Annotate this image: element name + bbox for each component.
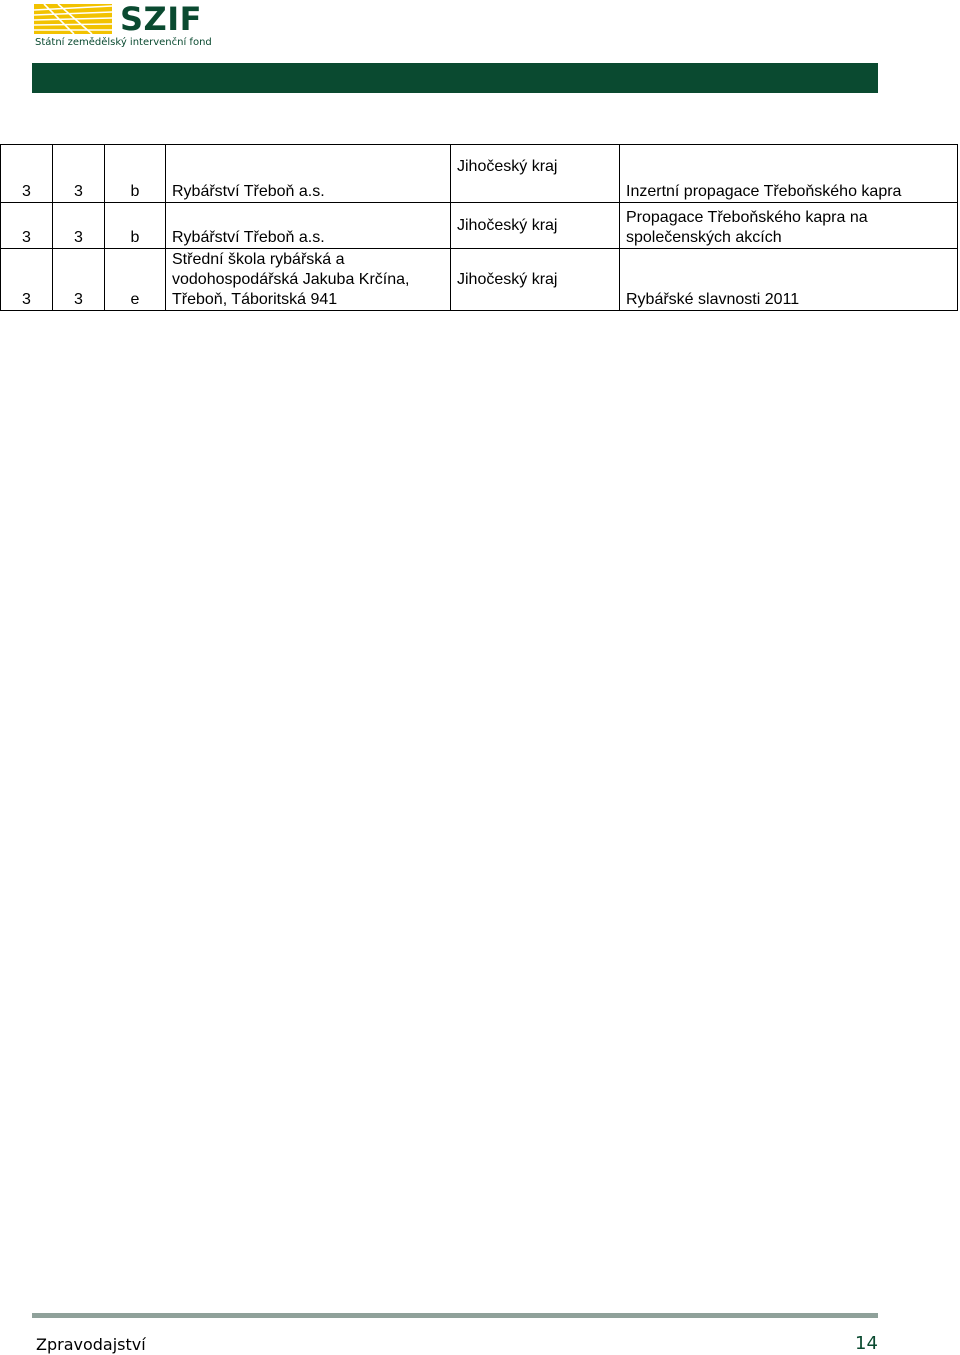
logo-wordmark: SZIF bbox=[120, 0, 203, 38]
region-cell: Jihočeský kraj bbox=[451, 203, 620, 249]
measure-cell: 3 bbox=[1, 249, 53, 311]
applicant-cell: Rybářství Třeboň a.s. bbox=[166, 145, 451, 203]
measure-cell: 3 bbox=[1, 145, 53, 203]
region-cell: Jihočeský kraj bbox=[451, 249, 620, 311]
header-band bbox=[32, 63, 878, 93]
table-row bbox=[1, 145, 958, 203]
project-cell: Rybářské slavnosti 2011 bbox=[620, 249, 958, 311]
table-row bbox=[1, 249, 958, 311]
type-cell: e bbox=[105, 249, 166, 311]
type-cell: b bbox=[105, 145, 166, 203]
submeasure-cell: 3 bbox=[53, 145, 105, 203]
applicant-cell: Rybářství Třeboň a.s. bbox=[166, 203, 451, 249]
szif-fields-icon bbox=[34, 4, 114, 34]
applicant-cell: Střední škola rybářská a vodohospodářská Jakuba Krčína, Třeboň, Táboritská 941 bbox=[166, 249, 451, 311]
table-row bbox=[1, 203, 958, 249]
logo-tagline: Státní zemědělský intervenční fond bbox=[35, 37, 212, 48]
type-cell: b bbox=[105, 203, 166, 249]
szif-logo bbox=[34, 0, 212, 52]
project-cell: Propagace Třeboňského kapra na společenských akcích bbox=[620, 203, 958, 249]
footer-section-title: Zpravodajství bbox=[36, 1335, 146, 1354]
project-cell: Inzertní propagace Třeboňského kapra bbox=[620, 145, 958, 203]
records-table bbox=[0, 144, 958, 311]
submeasure-cell: 3 bbox=[53, 249, 105, 311]
region-cell: Jihočeský kraj bbox=[451, 145, 620, 203]
footer-rule bbox=[32, 1313, 878, 1318]
page-number: 14 bbox=[855, 1333, 878, 1354]
submeasure-cell: 3 bbox=[53, 203, 105, 249]
measure-cell: 3 bbox=[1, 203, 53, 249]
